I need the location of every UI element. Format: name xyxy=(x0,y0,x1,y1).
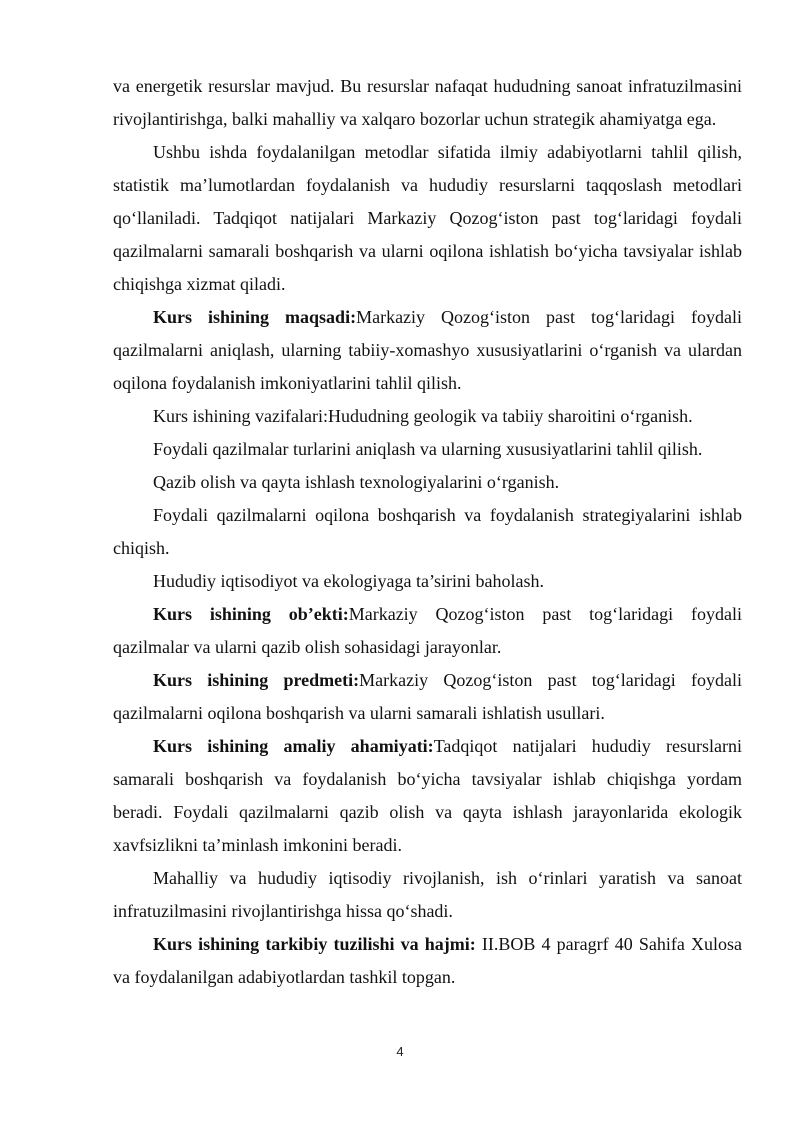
paragraph-task-item xyxy=(113,466,742,499)
document-page xyxy=(113,70,742,994)
paragraph-label: Kurs ishining maqsadi: xyxy=(153,307,357,327)
paragraph-text: Markaziy Qozog‘iston past tog‘laridagi foydali qazilmalarni aniqlash, ularning tabiiy-xomashyo xususiyatlarini o‘rganish va ulardan oqilona foydalanish imkoniyatlarini tahlil qilish. xyxy=(113,307,742,393)
paragraph-text: Qazib olish va qayta ishlash texnologiyalarini o‘rganish. xyxy=(153,472,560,492)
paragraph-text: II.BOB 4 paragrf 40 Sahifa Xulosa va foydalanilgan adabiyotlardan tashkil topgan. xyxy=(113,934,742,987)
paragraph-text: Mahalliy va hududiy iqtisodiy rivojlanish, ish o‘rinlari yaratish va sanoat infratuzilmasini rivojlantirishga hissa qo‘shadi. xyxy=(113,868,742,921)
paragraph-text: Hududiy iqtisodiyot va ekologiyaga ta’sirini baholash. xyxy=(153,571,544,591)
paragraph-label: Kurs ishining ob’ekti: xyxy=(153,604,349,624)
paragraph-goal xyxy=(113,301,742,400)
paragraph-text: Foydali qazilmalarni oqilona boshqarish va foydalanish strategiyalarini ishlab chiqish. xyxy=(113,505,742,558)
page-number: 4 xyxy=(396,1044,404,1059)
paragraph-text: Ushbu ishda foydalanilgan metodlar sifatida ilmiy adabiyotlarni tahlil qilish, statistik ma’lumotlardan foydalanish va hududiy resurslarni taqqoslash metodlari qo‘llaniladi. Tadqiqot natijalari Markaziy Qozog‘iston past tog‘laridagi foydali qazilmalarni samarali boshqarish va ularni oqilona ishlatish bo‘yicha tavsiyalar ishlab chiqishga xizmat qiladi. xyxy=(113,142,742,294)
paragraph-task-item xyxy=(113,499,742,565)
paragraph-text: Tadqiqot natijalari hududiy resurslarni samarali boshqarish va foydalanish bo‘yicha tavsiyalar ishlab chiqishga yordam beradi. Foydali qazilmalarni qazib olish va qayta ishlash jarayonlarida ekologik xavfsizlikni ta’minlash imkonini beradi. xyxy=(113,736,742,855)
paragraph-text: va energetik resurslar mavjud. Bu resurslar nafaqat hududning sanoat infratuzilmasini rivojlantirishga, balki mahalliy va xalqaro bozorlar uchun strategik ahamiyatga ega. xyxy=(113,76,742,129)
paragraph-text: Kurs ishining vazifalari:Hududning geologik va tabiiy sharoitini o‘rganish. xyxy=(153,406,693,426)
paragraph-tasks xyxy=(113,400,742,433)
paragraph-text: Markaziy Qozog‘iston past tog‘laridagi foydali qazilmalar va ularni qazib olish sohasidagi jarayonlar. xyxy=(113,604,742,657)
paragraph-regional-development xyxy=(113,862,742,928)
paragraph-task-item xyxy=(113,433,742,466)
paragraph-methods xyxy=(113,136,742,301)
paragraph-structure xyxy=(113,928,742,994)
paragraph-task-item xyxy=(113,565,742,598)
paragraph-object xyxy=(113,598,742,664)
paragraph-label: Kurs ishining predmeti: xyxy=(153,670,360,690)
paragraph-text: Foydali qazilmalar turlarini aniqlash va ularning xususiyatlarini tahlil qilish. xyxy=(153,439,703,459)
paragraph-intro-continuation xyxy=(113,70,742,136)
paragraph-label: Kurs ishining tarkibiy tuzilishi va hajmi: xyxy=(153,934,476,954)
paragraph-text: Markaziy Qozog‘iston past tog‘laridagi foydali qazilmalarni oqilona boshqarish va ularni samarali ishlatish usullari. xyxy=(113,670,742,723)
paragraph-subject xyxy=(113,664,742,730)
paragraph-practical-significance xyxy=(113,730,742,862)
paragraph-label: Kurs ishining amaliy ahamiyati: xyxy=(153,736,434,756)
